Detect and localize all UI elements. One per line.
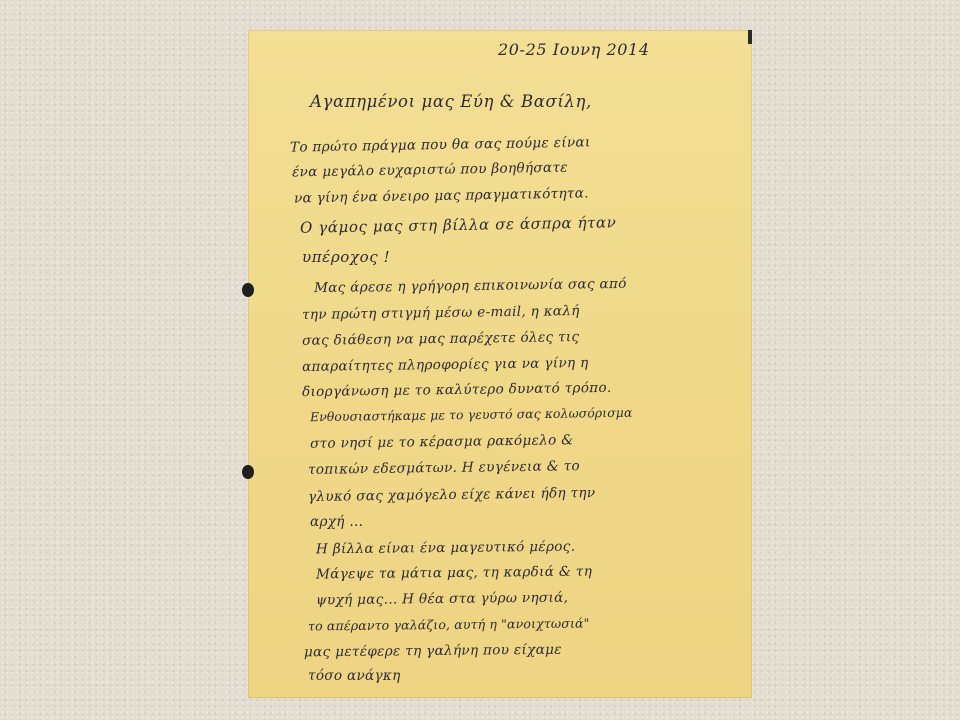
letter-date: 20-25 Ιουνη 2014 [498,40,650,59]
letter-line: ψυχή μας... Η θέα στα γύρω νησιά, [315,589,569,609]
page-edge-mark [748,30,752,44]
letter-line: γλυκό σας χαμόγελο είχε κάνει ήδη την [307,484,596,506]
letter-line: Μάγεψε τα μάτια μας, τη καρδιά & τη [315,563,593,583]
letter-line: Το πρώτο πράγμα που θα σας πούμε είναι [289,134,591,156]
letter-line: μας μετέφερε τη γαλήνη που είχαμε [303,641,562,661]
letter-line: αρχή ... [310,514,364,530]
letter-line: σας διάθεση να μας παρέχετε όλες τις [301,329,580,349]
letter-line: Η βίλλα είναι ένα μαγευτικό μέρος. [315,538,576,558]
letter-line: Ο γάμος μας στη βίλλα σε άσπρα ήταν [299,213,617,237]
handwritten-letter-page [248,30,752,698]
letter-line: στο νησί με το κέρασμα ρακόμελο & [309,432,574,452]
letter-line: τόσο ανάγκη [308,668,401,684]
letter-line: ένα μεγάλο ευχαριστώ που βοηθήσατε [291,159,568,181]
binder-hole-icon [242,283,254,297]
letter-line: Μας άρεσε η γρήγορη επικοινωνία σας από [313,275,627,297]
binder-hole-icon [242,465,254,479]
letter-line: την πρώτη στιγμή μέσω e-mail, η καλή [301,303,580,323]
letter-line: Ενθουσιαστήκαμε με το γευστό σας κολωσόρισμα [309,404,633,425]
letter-line: απαραίτητες πληροφορίες για να γίνη η [301,355,589,375]
letter-line: διοργάνωση με το καλύτερο δυνατό τρόπο. [301,379,612,401]
letter-line: τοπικών εδεσμάτων. Η ευγένεια & το [307,458,581,478]
letter-line: το απέραντο γαλάζιο, αυτή η "ανοιχτωσιά" [307,615,590,634]
letter-greeting: Αγαπημένοι μας Εύη & Βασίλη, [310,92,592,111]
letter-line: υπέροχος ! [302,248,391,266]
letter-line: να γίνη ένα όνειρο μας πραγματικότητα. [293,185,589,207]
